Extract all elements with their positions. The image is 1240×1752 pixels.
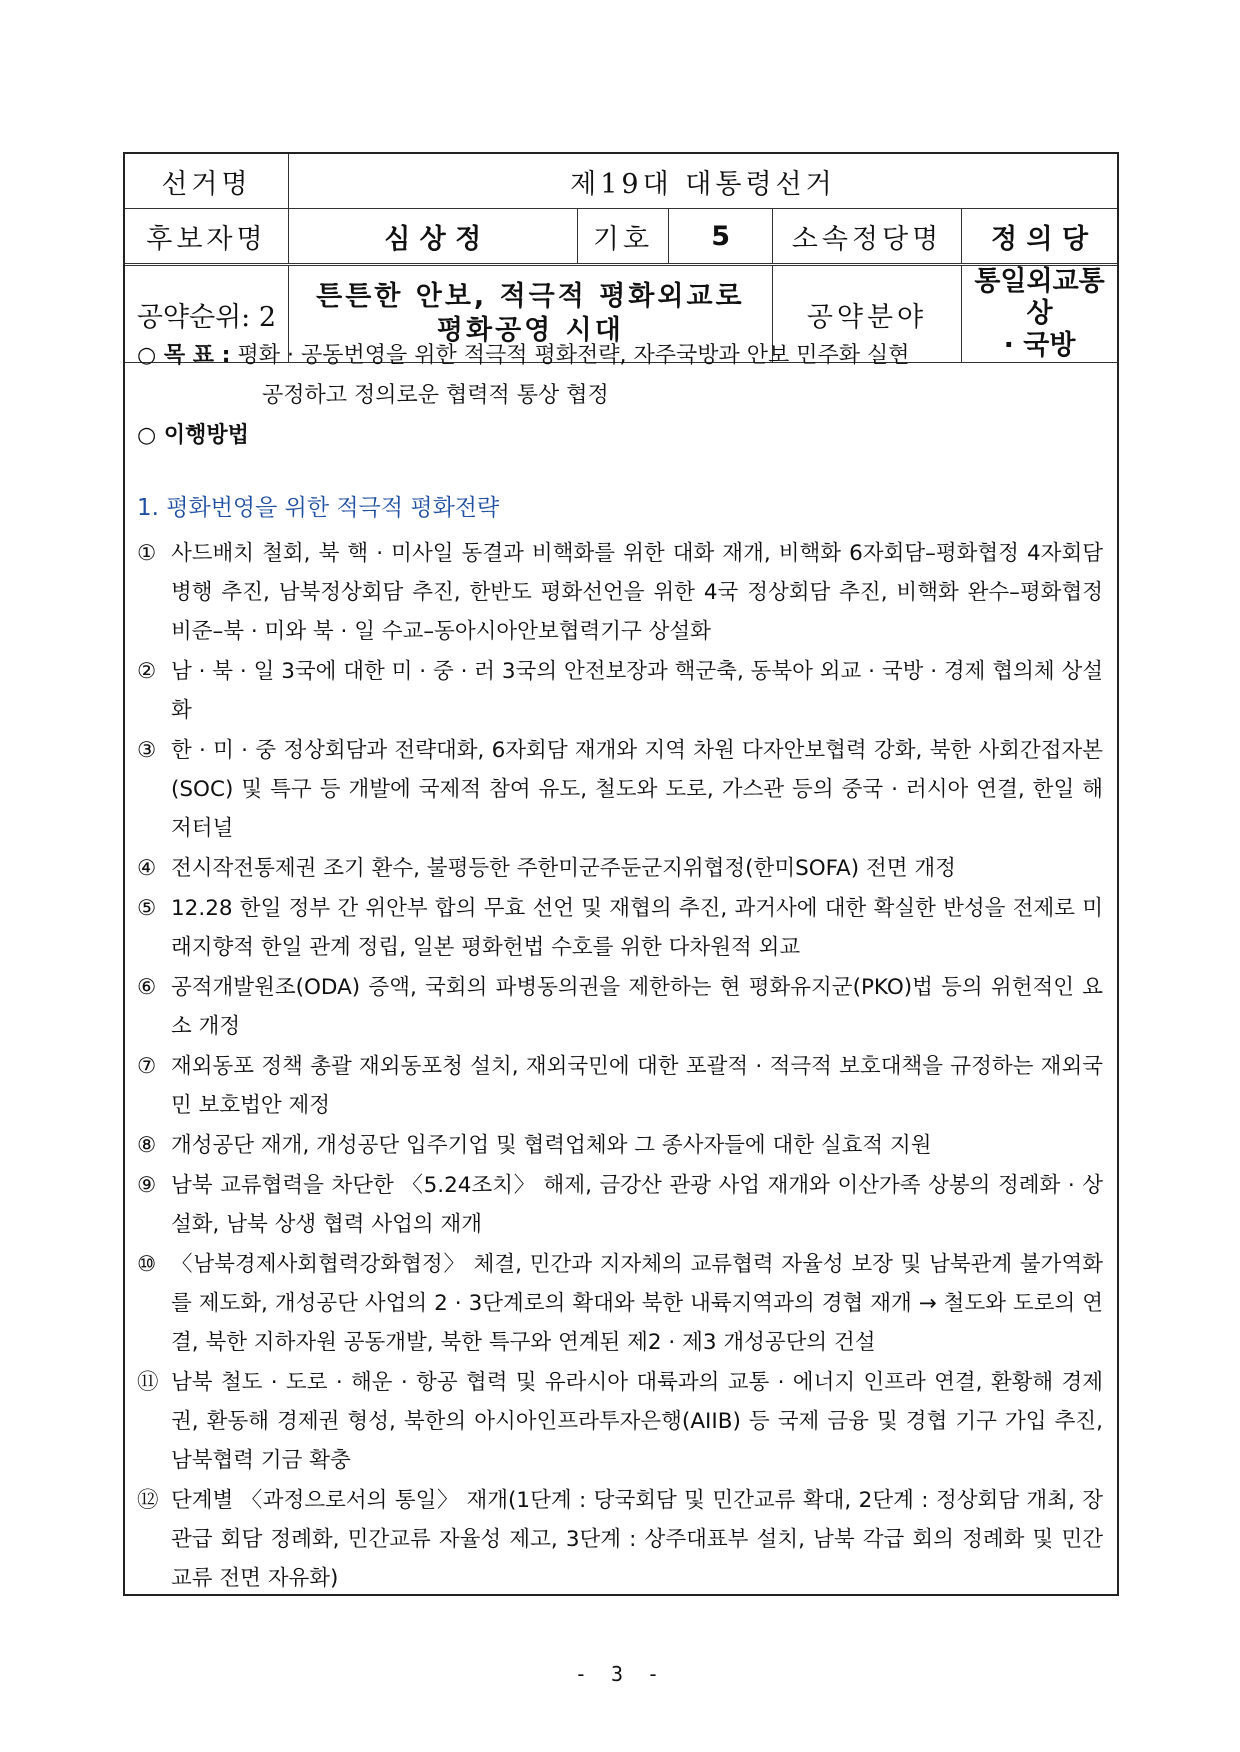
election-value: 제19대 대통령선거 [288, 154, 1117, 209]
goal-block [137, 336, 1103, 416]
item-text: 재외동포 정책 총괄 재외동포청 설치, 재외국민에 대한 포괄적 · 적극적 보호대책을 규정하는 재외국민 보호법안 제정 [171, 1054, 1103, 1118]
pledge-title-line1: 튼튼한 안보, 적극적 평화외교로 [316, 281, 745, 312]
goal-marker: ○ 목 표 : [137, 343, 231, 368]
item-number: ① [137, 541, 157, 566]
pledge-header-table [125, 154, 1117, 363]
item-text: 개성공단 재개, 개성공단 입주기업 및 협력업체와 그 종사자들에 대한 실효적 지원 [171, 1133, 932, 1158]
list-item [137, 652, 1103, 730]
item-number: ⑨ [137, 1173, 157, 1198]
candidate-label: 후보자명 [125, 209, 288, 265]
list-item [137, 534, 1103, 651]
field-value-line1: 통일외교통상 [974, 266, 1105, 329]
item-number: ⑪ [137, 1370, 159, 1395]
pledge-item-list [137, 534, 1103, 1598]
list-item [137, 1481, 1103, 1598]
pledge-title-line2: 평화공영 시대 [436, 315, 624, 346]
item-text: 한 · 미 · 중 정상회담과 전략대화, 6자회담 재개와 지역 차원 다자안보협력 강화, 북한 사회간접자본(SOC) 및 특구 등 개발에 국제적 참여 유도, 철도와 도로, 가스관 등의 중국 · 러시아 연결, 한일 해저터널 [171, 738, 1103, 841]
item-text: 남북 철도 · 도로 · 해운 · 항공 협력 및 유라시아 대륙과의 교통 · 에너지 인프라 연결, 환황해 경제권, 환동해 경제권 형성, 북한의 아시아인프라투자은행(AIIB) 등 국제 금융 및 경협 기구 가입 추진, 남북협력 기금 확충 [171, 1370, 1104, 1473]
item-number: ⑧ [137, 1133, 157, 1158]
list-item [137, 1126, 1103, 1165]
item-number: ⑫ [137, 1488, 159, 1513]
election-label: 선거명 [125, 154, 288, 209]
field-label: 공약분야 [772, 265, 961, 363]
item-number: ⑤ [137, 896, 157, 921]
pledge-body [125, 334, 1117, 1599]
list-item [137, 889, 1103, 967]
item-text: 공적개발원조(ODA) 증액, 국회의 파병동의권을 제한하는 현 평화유지군(PKO)법 등의 위헌적인 요소 개정 [171, 975, 1103, 1039]
item-text: 사드배치 철회, 북 핵 · 미사일 동결과 비핵화를 위한 대화 재개, 비핵화 6자회담–평화협정 4자회담 병행 추진, 남북정상회담 추진, 한반도 평화선언을 위한 4국 정상회담 추진, 비핵화 완수–평화협정 비준–북 · 미와 북 · 일 수교–동아시아안보협력기구 상설화 [171, 541, 1103, 644]
item-number: ⑩ [137, 1252, 157, 1277]
item-text: 〈남북경제사회협력강화협정〉 체결, 민간과 지자체의 교류협력 자율성 보장 및 남북관계 불가역화를 제도화, 개성공단 사업의 2 · 3단계로의 확대와 북한 내륙지역과의 경협 재개 → 철도와 도로의 연결, 북한 지하자원 공동개발, 북한 특구와 연계된 제2 · 제3 개성공단의 건설 [171, 1252, 1103, 1355]
item-number: ④ [137, 856, 157, 881]
party-label: 소속정당명 [772, 209, 961, 265]
list-item [137, 1245, 1103, 1362]
section-title: 1. 평화번영을 위한 적극적 평화전략 [137, 495, 500, 521]
party-value: 정 의 당 [962, 209, 1117, 265]
pledge-document-frame [123, 152, 1119, 1596]
candidate-name: 심 상 정 [288, 209, 577, 265]
list-item [137, 968, 1103, 1046]
item-number: ⑥ [137, 975, 157, 1000]
item-number: ③ [137, 738, 157, 763]
item-number: ⑦ [137, 1054, 157, 1079]
list-item [137, 1363, 1103, 1480]
item-text: 남북 교류협력을 차단한 〈5.24조치〉 해제, 금강산 관광 사업 재개와 이산가족 상봉의 정례화 · 상설화, 남북 상생 협력 사업의 재개 [171, 1173, 1103, 1237]
item-text: 남 · 북 · 일 3국에 대한 미 · 중 · 러 3국의 안전보장과 핵군축, 동북아 외교 · 국방 · 경제 협의체 상설화 [171, 659, 1103, 723]
goal-line2: 공정하고 정의로운 협력적 통상 협정 [262, 383, 609, 408]
item-text: 전시작전통제권 조기 환수, 불평등한 주한미군주둔군지위협정(한미SOFA) 전면 개정 [171, 856, 956, 881]
page-number: - 3 - [574, 1662, 666, 1686]
method-heading: ○ 이행방법 [137, 423, 249, 448]
list-item [137, 849, 1103, 888]
number-value: 5 [669, 209, 773, 265]
goal-line1: 평화 · 공동번영을 위한 적극적 평화전략, 자주국방과 안보 민주화 실현 [237, 343, 910, 368]
number-label: 기호 [577, 209, 669, 265]
item-number: ② [137, 659, 157, 684]
rank-label: 공약순위: 2 [125, 265, 288, 363]
field-value-line2: · 국방 [1003, 330, 1076, 361]
list-item [137, 731, 1103, 848]
list-item [137, 1047, 1103, 1125]
item-text: 12.28 한일 정부 간 위안부 합의 무효 선언 및 재협의 추진, 과거사에 대한 확실한 반성을 전제로 미래지향적 한일 관계 정립, 일본 평화헌법 수호를 위한 다차원적 외교 [171, 896, 1103, 960]
item-text: 단계별 〈과정으로서의 통일〉 재개(1단계 : 당국회담 및 민간교류 확대, 2단계 : 정상회담 개최, 장관급 회담 정례화, 민간교류 자율성 제고, 3단계 : 상주대표부 설치, 남북 각급 회의 정례화 및 민간교류 전면 자유화) [171, 1488, 1103, 1591]
list-item [137, 1166, 1103, 1244]
